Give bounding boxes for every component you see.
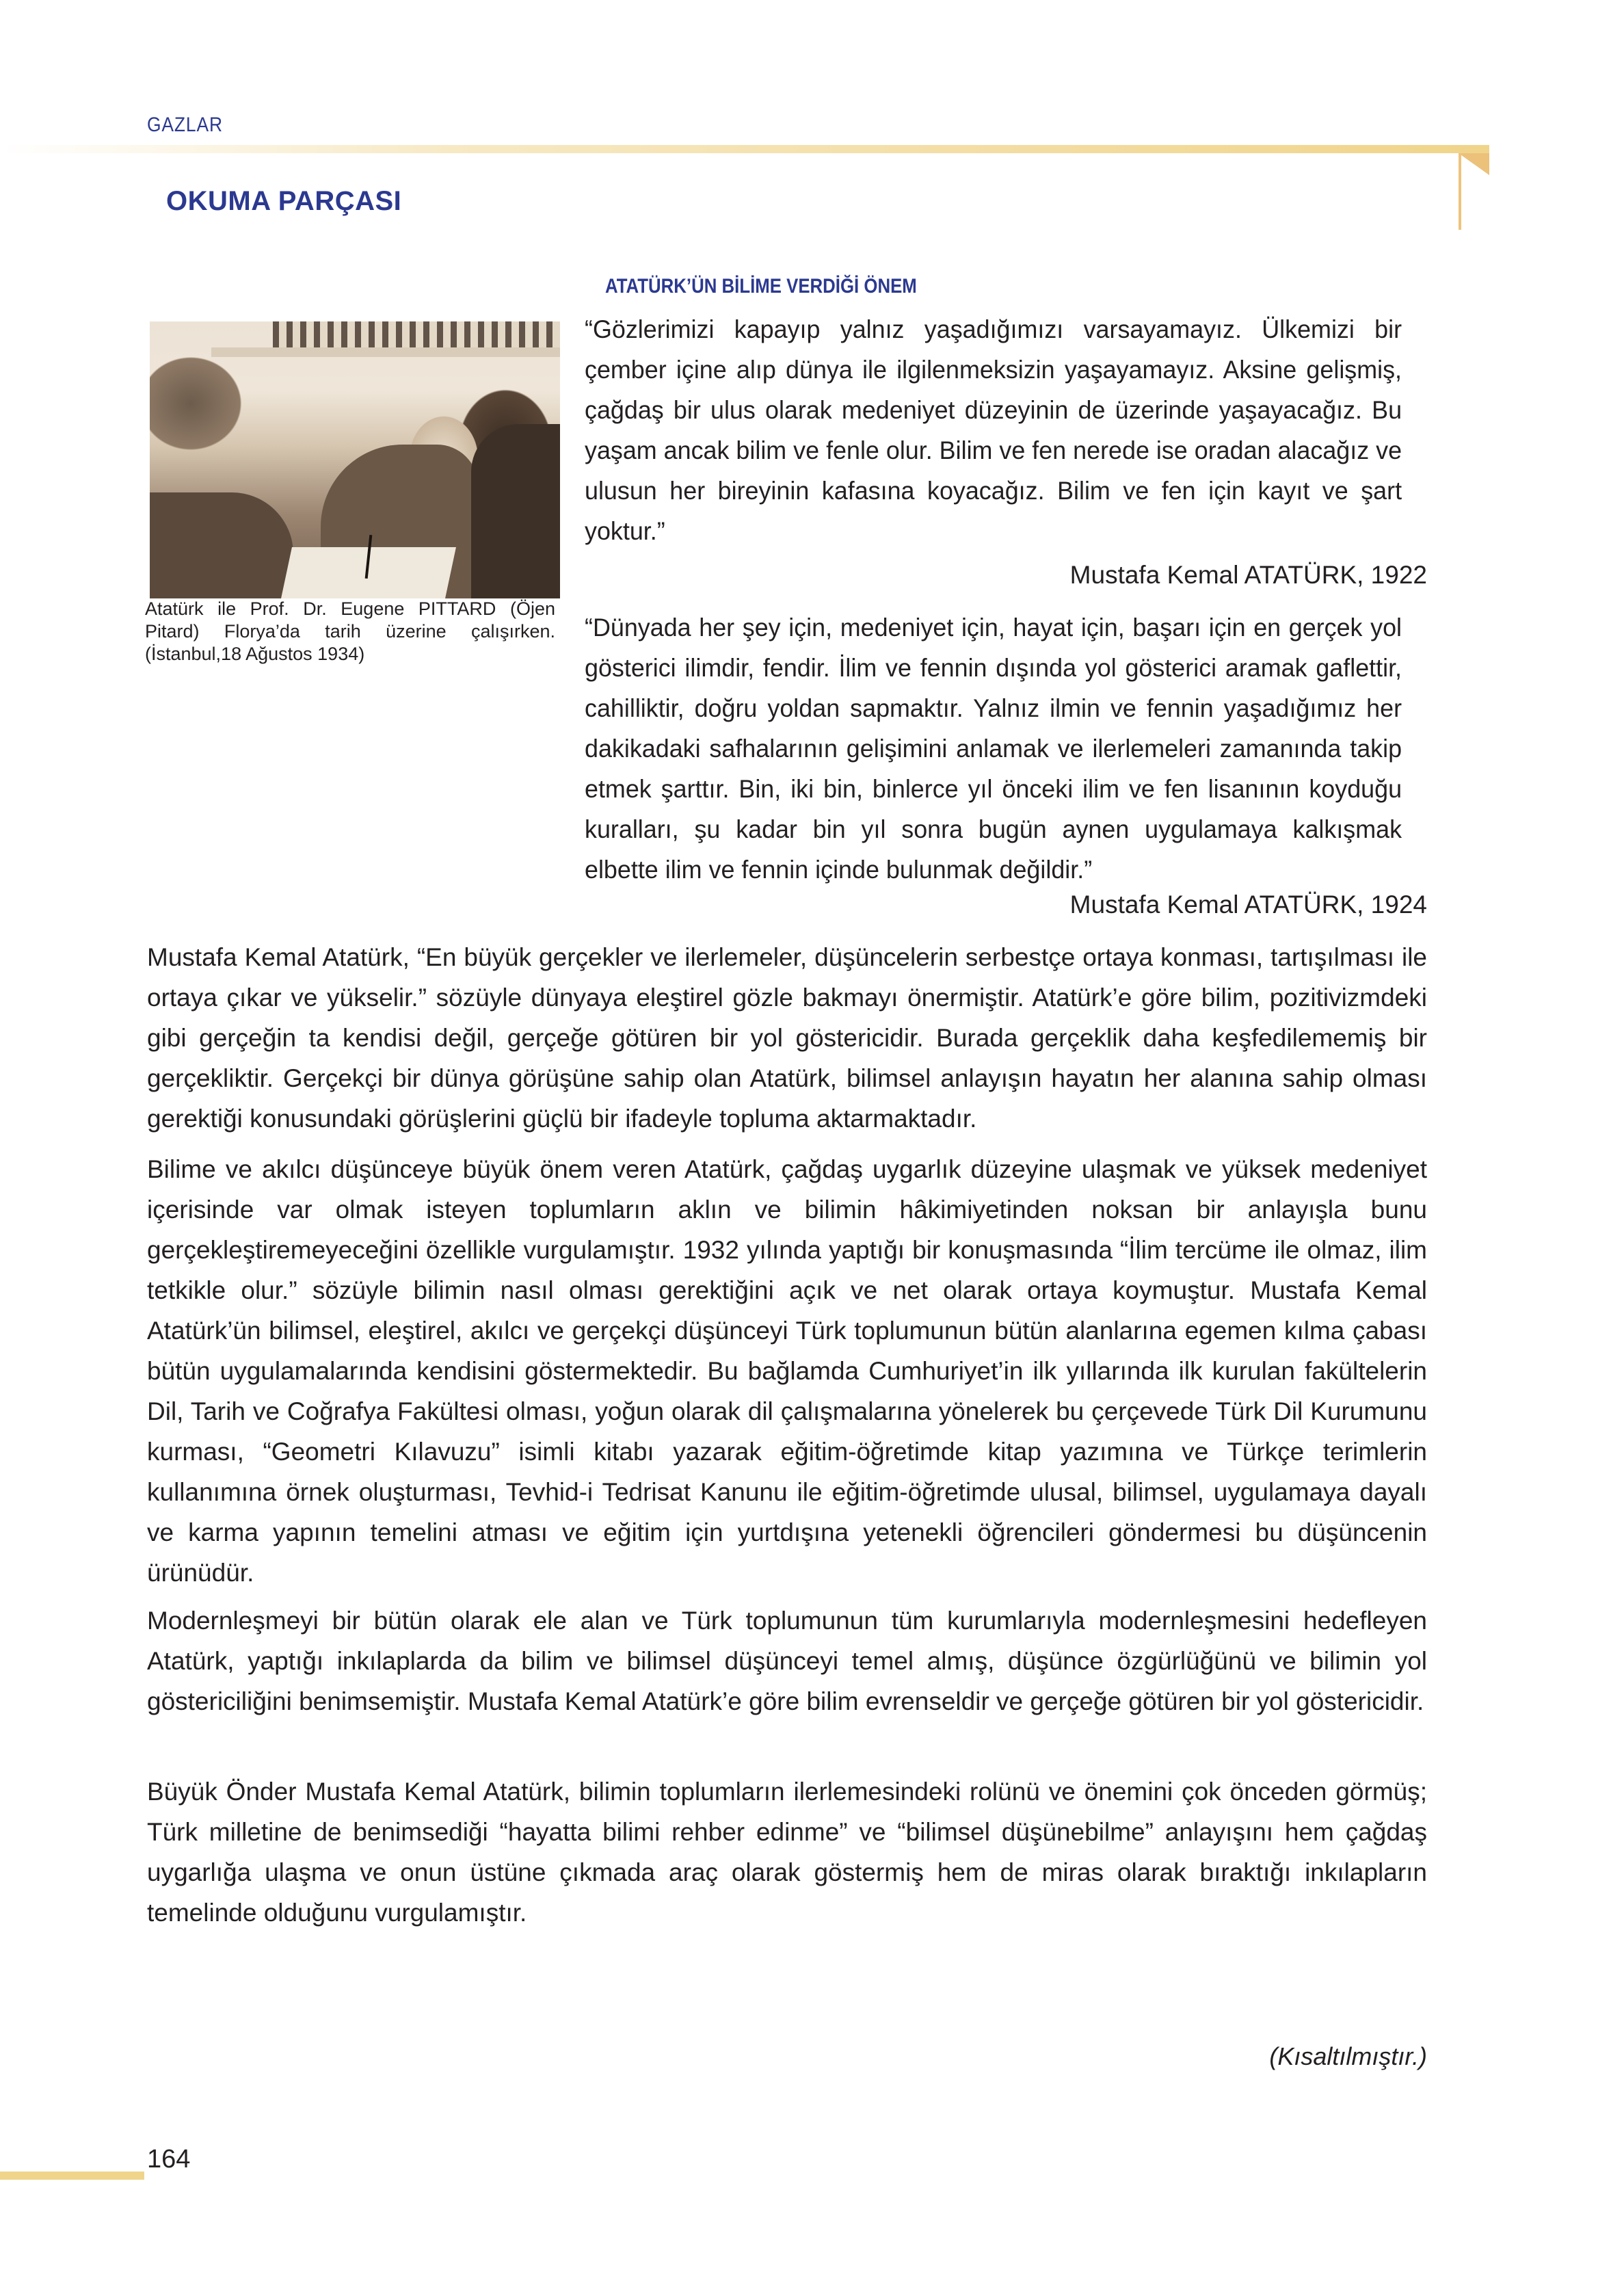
body-paragraph: Mustafa Kemal Atatürk, “En büyük gerçekler ve ilerlemeler, düşüncelerin serbestçe ortaya konması, tartışılması ile ortaya çıkar ve yükselir.” sözüyle dünyaya eleştirel gözle bakmayı önermiştir. Atatürk’e göre bilim, pozitivizmdeki gibi gerçeğin ta kendisi değil, gerçeğe götüren bir yol göstericidir. Burada gerçeklik daha keşfedilememiş bir gerçekliktir. Gerçekçi bir dünya görüşüne sahip olan Atatürk, bilimsel anlayışın hayatın her alanına sahip olması gerektiği konusundaki görüşlerini güçlü bir ifadeyle topluma aktarmaktadır. bbox=[147, 943, 1427, 1133]
figure-left-shape bbox=[150, 492, 293, 598]
historical-photo bbox=[150, 321, 560, 598]
page-number: 164 bbox=[147, 2145, 191, 2174]
header-corner-tab bbox=[1459, 153, 1489, 175]
quote-1924: “Dünyada her şey için, medeniyet için, hayat için, başarı için en gerçek yol gösterici ilimdir, fendir. İlim ve fennin dışında yol gösterici aramak gaflettir, cahilliktir, doğru yoldan sapmaktır. Yalnız ilmin ve fennin yaşadığımız her dakikadaki safhalarının gelişimini anlamak ve ilerlemeleri zamanında takip etmek şarttır. Bin, iki bin, binlerce yıl önceki ilim ve fen lisanının koyduğu kuralları, şu kadar bin yıl sonra bugün aynen uygulamaya kalkışmak elbette ilim ve fennin içinde bulunmak değildir.” bbox=[585, 613, 1402, 884]
bookshelf-shape bbox=[273, 321, 560, 347]
body-paragraph: Modernleşmeyi bir bütün olarak ele alan ve Türk toplumunun tüm kurumlarıyla modernleşmesini hedefleyen Atatürk, yaptığı inkılaplarda da bilim ve bilimsel düşünceyi temel almış, düşünce özgürlüğünü ve bilimin yol göstericiliğini benimsemiştir. Mustafa Kemal Atatürk’e göre bilim evrenseldir ve gerçeğe götüren bir yol göstericidir. bbox=[147, 1607, 1427, 1715]
article-title: ATATÜRK’ÜN BİLİME VERDİĞİ ÖNEM bbox=[605, 275, 917, 298]
body-paragraph: Bilime ve akılcı düşünceye büyük önem veren Atatürk, çağdaş uygarlık düzeyine ulaşmak ve yüksek medeniyet içerisinde var olmak isteyen toplumların aklın ve bilimin hâkimiyetinden noksan bir anlayışla bunu gerçekleştiremeyeceğini özellikle vurgulamıştır. 1932 yılında yaptığı bir konuşmasında “İlim tercüme ile olmaz, ilim tetkikle olur.” sözüyle bilimin nasıl olması gerektiğini açık ve net olarak ortaya koymuştur. Mustafa Kemal Atatürk’ün bilimsel, eleştirel, akılcı ve gerçekçi düşünceyi Türk toplumunun bütün alanlarına egemen kılma çabası bütün uygulamalarında kendisini göstermektedir. Bu bağlamda Cumhuriyet’in ilk yıllarında ilk kurulan fakültelerin Dil, Tarih ve Coğrafya Fakültesi olması, yoğun olarak dil çalışmalarına yönelerek bu çerçevede Türk Dil Kurumunu kurması, “Geometri Kılavuzu” isimli kitabı yazarak eğitim-öğretimde kitap yazımına ve Türkçe terimlerin kullanımına örnek oluşturması, Tevhid-i Tedrisat Kanunu ile eğitim-öğretimde ulusal, bilimsel, uygulamaya dayalı ve karma yapının temelini atması ve eğitim için yurtdışına yetenekli öğrencileri göndermesi bu düşüncenin ürünüdür. bbox=[147, 1155, 1427, 1587]
quote-attribution-1924: Mustafa Kemal ATATÜRK, 1924 bbox=[1069, 890, 1427, 919]
quote-1922: “Gözlerimizi kapayıp yalnız yaşadığımızı varsayamayız. Ülkemizi bir çember içine alıp dünya ile ilgilenmeksizin yaşayamayız. Aksine gelişmiş, çağdaş bir ulus olarak medeniyet düzeyinin de üzerinde yaşayacağız. Bu yaşam ancak bilim ve fenle olur. Bilim ve fen nerede ise oradan alacağız ve ulusun her bireyinin kafasına koyacağız. Bilim ve fen için kayıt ve şart yoktur.” bbox=[585, 315, 1402, 545]
header-vertical-rule bbox=[1459, 153, 1461, 230]
running-head: GAZLAR bbox=[147, 114, 223, 136]
figure-right-shape bbox=[471, 424, 560, 598]
section-title: OKUMA PARÇASI bbox=[166, 186, 402, 216]
body-paragraph: Büyük Önder Mustafa Kemal Atatürk, bilimin toplumların ilerlemesindeki rolünü ve önemini çok önceden görmüş; Türk milletine de benimsediği “hayatta bilimi rehber edinme” ve “bilimsel düşünebilme” anlayışını hem çağdaş uygarlığa ulaşma ve onun üstüne çıkmada araç olarak göstermiş hem de miras olarak bıraktığı inkılapların temelinde olduğunu vurgulamıştır. bbox=[147, 1778, 1427, 1927]
abridged-note: (Kısaltılmıştır.) bbox=[1269, 2042, 1427, 2070]
header-decorative-bar bbox=[0, 145, 1489, 153]
footer-decorative-bar bbox=[0, 2172, 144, 2180]
shelf-board-shape bbox=[211, 347, 560, 357]
photo-caption: Atatürk ile Prof. Dr. Eugene PITTARD (Öjen Pitard) Florya’da tarih üzerine çalışırken. (İstanbul,18 Ağustos 1934) bbox=[145, 598, 555, 664]
quote-attribution-1922: Mustafa Kemal ATATÜRK, 1922 bbox=[1069, 561, 1427, 589]
